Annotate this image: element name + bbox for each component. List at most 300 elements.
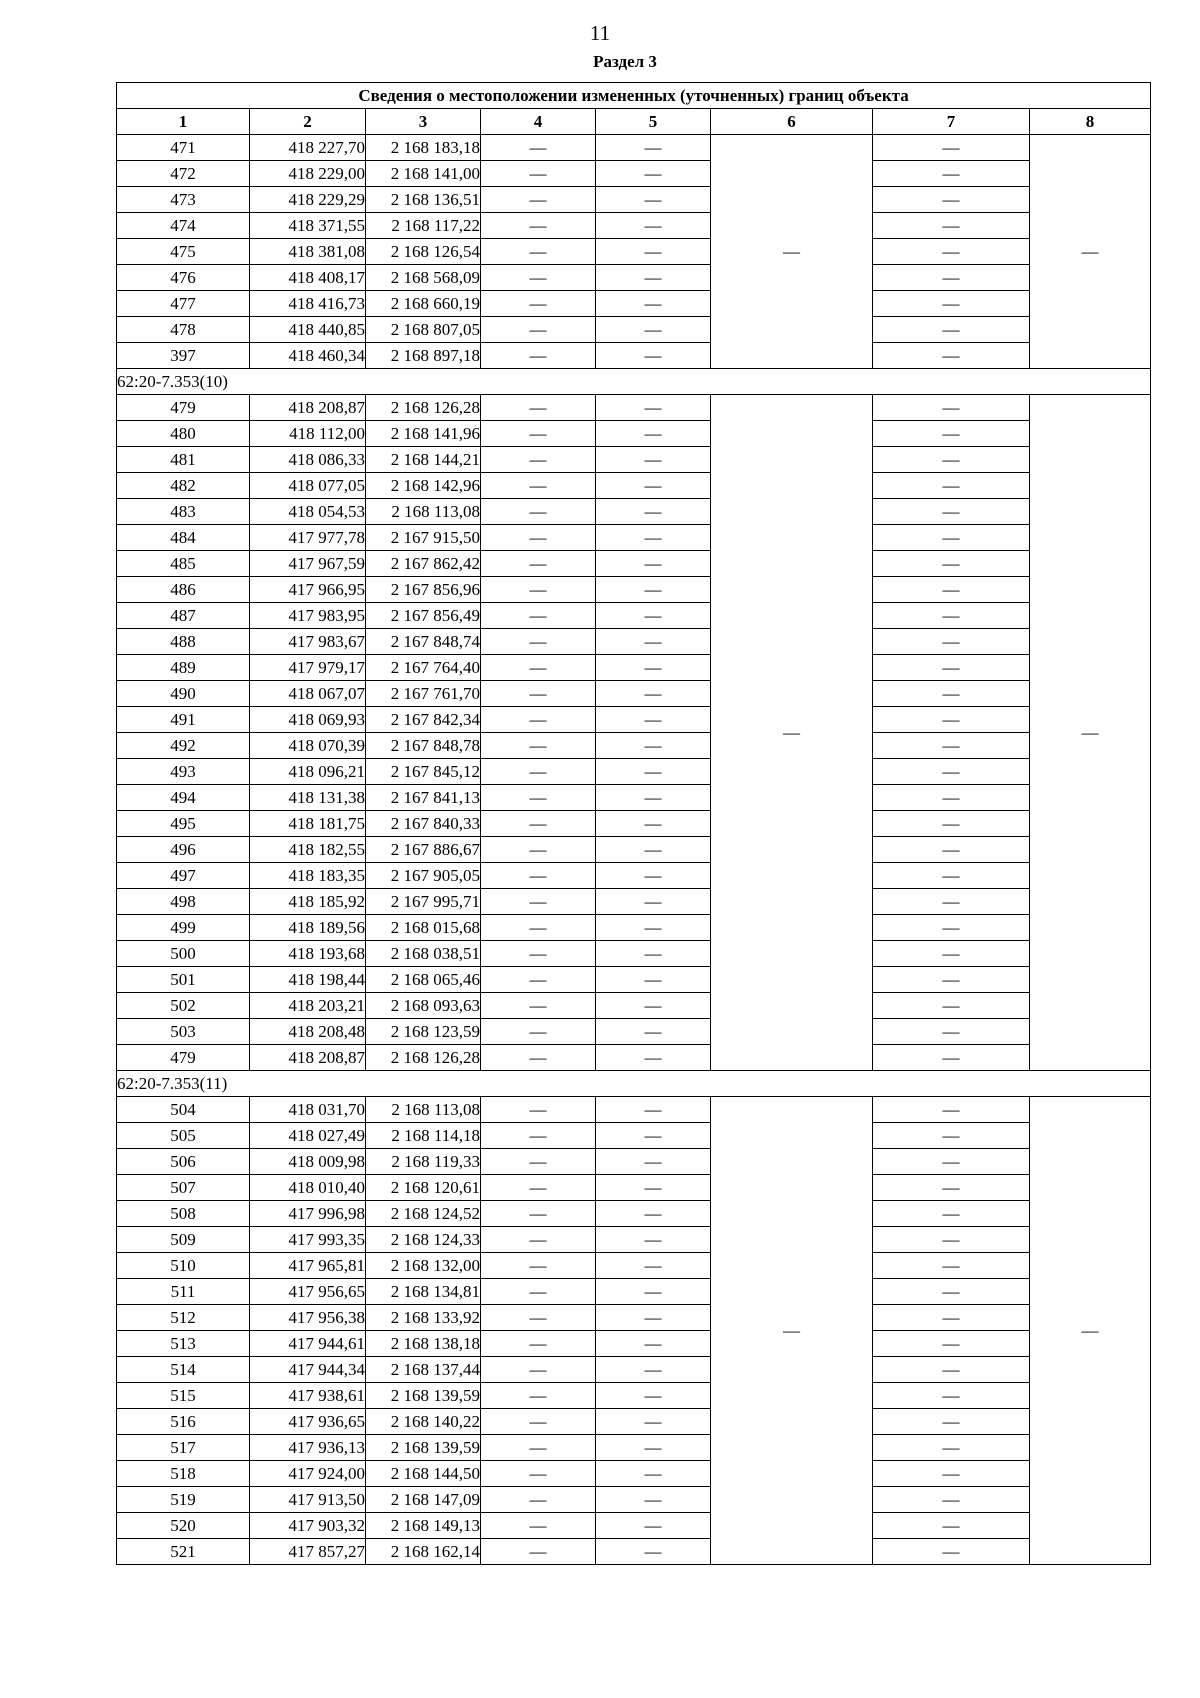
column-7-cell: — bbox=[873, 837, 1030, 863]
point-number-cell: 494 bbox=[117, 785, 250, 811]
column-4-cell: — bbox=[481, 967, 596, 993]
table-row bbox=[117, 343, 1151, 369]
column-4-cell: — bbox=[481, 1123, 596, 1149]
column-5-cell: — bbox=[596, 447, 711, 473]
column-7-cell: — bbox=[873, 1513, 1030, 1539]
point-number-cell: 505 bbox=[117, 1123, 250, 1149]
column-4-cell: — bbox=[481, 499, 596, 525]
column-6-merged-cell: — bbox=[711, 395, 873, 1071]
column-7-cell: — bbox=[873, 525, 1030, 551]
y-coordinate-cell: 2 168 147,09 bbox=[366, 1487, 481, 1513]
y-coordinate-cell: 2 168 144,50 bbox=[366, 1461, 481, 1487]
column-7-cell: — bbox=[873, 785, 1030, 811]
table-row bbox=[117, 759, 1151, 785]
column-4-cell: — bbox=[481, 1045, 596, 1071]
column-7-cell: — bbox=[873, 1097, 1030, 1123]
column-4-cell: — bbox=[481, 681, 596, 707]
x-coordinate-cell: 417 966,95 bbox=[250, 577, 366, 603]
x-coordinate-cell: 418 381,08 bbox=[250, 239, 366, 265]
column-7-cell: — bbox=[873, 759, 1030, 785]
column-header: 4 bbox=[481, 109, 596, 135]
column-7-cell: — bbox=[873, 317, 1030, 343]
column-7-cell: — bbox=[873, 551, 1030, 577]
y-coordinate-cell: 2 168 137,44 bbox=[366, 1357, 481, 1383]
section-title: Раздел 3 bbox=[593, 52, 657, 71]
column-7-cell: — bbox=[873, 1227, 1030, 1253]
point-number-cell: 485 bbox=[117, 551, 250, 577]
x-coordinate-cell: 418 416,73 bbox=[250, 291, 366, 317]
table-body bbox=[117, 135, 1151, 1565]
column-4-cell: — bbox=[481, 655, 596, 681]
point-number-cell: 502 bbox=[117, 993, 250, 1019]
point-number-cell: 514 bbox=[117, 1357, 250, 1383]
column-4-cell: — bbox=[481, 551, 596, 577]
table-row bbox=[117, 707, 1151, 733]
table-row bbox=[117, 1149, 1151, 1175]
y-coordinate-cell: 2 168 113,08 bbox=[366, 1097, 481, 1123]
column-7-cell: — bbox=[873, 343, 1030, 369]
column-5-cell: — bbox=[596, 707, 711, 733]
column-5-cell: — bbox=[596, 967, 711, 993]
point-number-cell: 489 bbox=[117, 655, 250, 681]
x-coordinate-cell: 418 182,55 bbox=[250, 837, 366, 863]
column-header: 2 bbox=[250, 109, 366, 135]
x-coordinate-cell: 417 956,38 bbox=[250, 1305, 366, 1331]
point-number-cell: 521 bbox=[117, 1539, 250, 1565]
point-number-cell: 491 bbox=[117, 707, 250, 733]
x-coordinate-cell: 418 229,29 bbox=[250, 187, 366, 213]
point-number-cell: 474 bbox=[117, 213, 250, 239]
column-5-cell: — bbox=[596, 1383, 711, 1409]
column-6-merged-cell: — bbox=[711, 135, 873, 369]
x-coordinate-cell: 418 096,21 bbox=[250, 759, 366, 785]
table-row bbox=[117, 785, 1151, 811]
table-row bbox=[117, 811, 1151, 837]
column-7-cell: — bbox=[873, 1253, 1030, 1279]
column-4-cell: — bbox=[481, 1279, 596, 1305]
column-4-cell: — bbox=[481, 629, 596, 655]
cadastral-group-label: 62:20-7.353(11) bbox=[117, 1071, 1151, 1097]
x-coordinate-cell: 417 924,00 bbox=[250, 1461, 366, 1487]
column-5-cell: — bbox=[596, 629, 711, 655]
column-5-cell: — bbox=[596, 1227, 711, 1253]
y-coordinate-cell: 2 168 139,59 bbox=[366, 1383, 481, 1409]
column-5-cell: — bbox=[596, 1305, 711, 1331]
column-5-cell: — bbox=[596, 187, 711, 213]
column-5-cell: — bbox=[596, 1357, 711, 1383]
column-5-cell: — bbox=[596, 1461, 711, 1487]
point-number-cell: 498 bbox=[117, 889, 250, 915]
point-number-cell: 515 bbox=[117, 1383, 250, 1409]
column-4-cell: — bbox=[481, 265, 596, 291]
x-coordinate-cell: 418 027,49 bbox=[250, 1123, 366, 1149]
y-coordinate-cell: 2 168 134,81 bbox=[366, 1279, 481, 1305]
x-coordinate-cell: 418 070,39 bbox=[250, 733, 366, 759]
column-4-cell: — bbox=[481, 1331, 596, 1357]
point-number-cell: 503 bbox=[117, 1019, 250, 1045]
table-row bbox=[117, 265, 1151, 291]
table-row bbox=[117, 681, 1151, 707]
table-row bbox=[117, 1487, 1151, 1513]
column-5-cell: — bbox=[596, 1539, 711, 1565]
column-7-cell: — bbox=[873, 1487, 1030, 1513]
column-5-cell: — bbox=[596, 291, 711, 317]
table-row bbox=[117, 993, 1151, 1019]
table-row bbox=[117, 291, 1151, 317]
x-coordinate-cell: 417 936,13 bbox=[250, 1435, 366, 1461]
y-coordinate-cell: 2 168 141,96 bbox=[366, 421, 481, 447]
column-5-cell: — bbox=[596, 577, 711, 603]
x-coordinate-cell: 418 183,35 bbox=[250, 863, 366, 889]
column-5-cell: — bbox=[596, 889, 711, 915]
x-coordinate-cell: 418 440,85 bbox=[250, 317, 366, 343]
column-4-cell: — bbox=[481, 733, 596, 759]
column-7-cell: — bbox=[873, 239, 1030, 265]
column-4-cell: — bbox=[481, 239, 596, 265]
x-coordinate-cell: 418 198,44 bbox=[250, 967, 366, 993]
column-5-cell: — bbox=[596, 473, 711, 499]
y-coordinate-cell: 2 168 126,28 bbox=[366, 395, 481, 421]
table-row bbox=[117, 915, 1151, 941]
column-5-cell: — bbox=[596, 551, 711, 577]
y-coordinate-cell: 2 168 038,51 bbox=[366, 941, 481, 967]
column-header-row bbox=[117, 109, 1151, 135]
column-5-cell: — bbox=[596, 239, 711, 265]
column-header: 7 bbox=[873, 109, 1030, 135]
column-4-cell: — bbox=[481, 785, 596, 811]
point-number-cell: 495 bbox=[117, 811, 250, 837]
x-coordinate-cell: 418 229,00 bbox=[250, 161, 366, 187]
column-7-cell: — bbox=[873, 1357, 1030, 1383]
column-7-cell: — bbox=[873, 993, 1030, 1019]
column-5-cell: — bbox=[596, 499, 711, 525]
column-5-cell: — bbox=[596, 655, 711, 681]
x-coordinate-cell: 418 067,07 bbox=[250, 681, 366, 707]
column-5-cell: — bbox=[596, 1123, 711, 1149]
point-number-cell: 479 bbox=[117, 1045, 250, 1071]
table-row bbox=[117, 161, 1151, 187]
x-coordinate-cell: 417 913,50 bbox=[250, 1487, 366, 1513]
x-coordinate-cell: 417 977,78 bbox=[250, 525, 366, 551]
x-coordinate-cell: 417 944,34 bbox=[250, 1357, 366, 1383]
y-coordinate-cell: 2 167 856,49 bbox=[366, 603, 481, 629]
column-8-merged-cell: — bbox=[1030, 1097, 1151, 1565]
table-row bbox=[117, 395, 1151, 421]
column-7-cell: — bbox=[873, 915, 1030, 941]
column-4-cell: — bbox=[481, 317, 596, 343]
cadastral-group-label: 62:20-7.353(10) bbox=[117, 369, 1151, 395]
x-coordinate-cell: 418 009,98 bbox=[250, 1149, 366, 1175]
column-5-cell: — bbox=[596, 1487, 711, 1513]
y-coordinate-cell: 2 168 126,28 bbox=[366, 1045, 481, 1071]
column-4-cell: — bbox=[481, 941, 596, 967]
column-7-cell: — bbox=[873, 1175, 1030, 1201]
column-5-cell: — bbox=[596, 395, 711, 421]
x-coordinate-cell: 418 031,70 bbox=[250, 1097, 366, 1123]
column-7-cell: — bbox=[873, 629, 1030, 655]
column-4-cell: — bbox=[481, 707, 596, 733]
table-row bbox=[117, 1357, 1151, 1383]
point-number-cell: 482 bbox=[117, 473, 250, 499]
table-row bbox=[117, 655, 1151, 681]
point-number-cell: 518 bbox=[117, 1461, 250, 1487]
x-coordinate-cell: 417 996,98 bbox=[250, 1201, 366, 1227]
point-number-cell: 509 bbox=[117, 1227, 250, 1253]
y-coordinate-cell: 2 168 568,09 bbox=[366, 265, 481, 291]
x-coordinate-cell: 418 208,87 bbox=[250, 1045, 366, 1071]
y-coordinate-cell: 2 168 126,54 bbox=[366, 239, 481, 265]
y-coordinate-cell: 2 168 162,14 bbox=[366, 1539, 481, 1565]
y-coordinate-cell: 2 167 841,13 bbox=[366, 785, 481, 811]
column-4-cell: — bbox=[481, 603, 596, 629]
column-4-cell: — bbox=[481, 1487, 596, 1513]
point-number-cell: 471 bbox=[117, 135, 250, 161]
column-4-cell: — bbox=[481, 863, 596, 889]
column-7-cell: — bbox=[873, 1045, 1030, 1071]
column-header: 8 bbox=[1030, 109, 1151, 135]
y-coordinate-cell: 2 168 140,22 bbox=[366, 1409, 481, 1435]
x-coordinate-cell: 418 086,33 bbox=[250, 447, 366, 473]
column-5-cell: — bbox=[596, 603, 711, 629]
y-coordinate-cell: 2 167 842,34 bbox=[366, 707, 481, 733]
y-coordinate-cell: 2 168 141,00 bbox=[366, 161, 481, 187]
column-5-cell: — bbox=[596, 1045, 711, 1071]
page-number: 11 bbox=[589, 21, 611, 45]
column-5-cell: — bbox=[596, 785, 711, 811]
point-number-cell: 520 bbox=[117, 1513, 250, 1539]
column-5-cell: — bbox=[596, 1175, 711, 1201]
column-7-cell: — bbox=[873, 603, 1030, 629]
column-7-cell: — bbox=[873, 1123, 1030, 1149]
point-number-cell: 512 bbox=[117, 1305, 250, 1331]
y-coordinate-cell: 2 167 995,71 bbox=[366, 889, 481, 915]
table-row bbox=[117, 1305, 1151, 1331]
column-header: 3 bbox=[366, 109, 481, 135]
point-number-cell: 511 bbox=[117, 1279, 250, 1305]
table-row bbox=[117, 1409, 1151, 1435]
point-number-cell: 517 bbox=[117, 1435, 250, 1461]
point-number-cell: 497 bbox=[117, 863, 250, 889]
column-4-cell: — bbox=[481, 889, 596, 915]
column-4-cell: — bbox=[481, 1175, 596, 1201]
column-7-cell: — bbox=[873, 1149, 1030, 1175]
column-5-cell: — bbox=[596, 837, 711, 863]
column-6-merged-cell: — bbox=[711, 1097, 873, 1565]
x-coordinate-cell: 418 408,17 bbox=[250, 265, 366, 291]
column-4-cell: — bbox=[481, 213, 596, 239]
table-row bbox=[117, 1201, 1151, 1227]
column-4-cell: — bbox=[481, 1305, 596, 1331]
point-number-cell: 499 bbox=[117, 915, 250, 941]
table-row bbox=[117, 447, 1151, 473]
x-coordinate-cell: 418 131,38 bbox=[250, 785, 366, 811]
column-5-cell: — bbox=[596, 1149, 711, 1175]
x-coordinate-cell: 417 944,61 bbox=[250, 1331, 366, 1357]
y-coordinate-cell: 2 168 132,00 bbox=[366, 1253, 481, 1279]
column-5-cell: — bbox=[596, 759, 711, 785]
column-5-cell: — bbox=[596, 1201, 711, 1227]
column-4-cell: — bbox=[481, 1435, 596, 1461]
column-7-cell: — bbox=[873, 1331, 1030, 1357]
y-coordinate-cell: 2 168 897,18 bbox=[366, 343, 481, 369]
column-8-merged-cell: — bbox=[1030, 135, 1151, 369]
x-coordinate-cell: 418 227,70 bbox=[250, 135, 366, 161]
point-number-cell: 477 bbox=[117, 291, 250, 317]
column-4-cell: — bbox=[481, 1539, 596, 1565]
column-4-cell: — bbox=[481, 291, 596, 317]
column-4-cell: — bbox=[481, 525, 596, 551]
point-number-cell: 510 bbox=[117, 1253, 250, 1279]
column-7-cell: — bbox=[873, 1539, 1030, 1565]
table-row bbox=[117, 1123, 1151, 1149]
column-7-cell: — bbox=[873, 473, 1030, 499]
x-coordinate-cell: 418 112,00 bbox=[250, 421, 366, 447]
column-4-cell: — bbox=[481, 837, 596, 863]
column-4-cell: — bbox=[481, 1097, 596, 1123]
column-5-cell: — bbox=[596, 811, 711, 837]
table-row bbox=[117, 1461, 1151, 1487]
column-7-cell: — bbox=[873, 577, 1030, 603]
group-row bbox=[117, 369, 1151, 395]
column-4-cell: — bbox=[481, 395, 596, 421]
column-7-cell: — bbox=[873, 1409, 1030, 1435]
table-row bbox=[117, 1435, 1151, 1461]
table-row bbox=[117, 967, 1151, 993]
point-number-cell: 500 bbox=[117, 941, 250, 967]
y-coordinate-cell: 2 167 862,42 bbox=[366, 551, 481, 577]
table-row bbox=[117, 525, 1151, 551]
y-coordinate-cell: 2 168 114,18 bbox=[366, 1123, 481, 1149]
point-number-cell: 504 bbox=[117, 1097, 250, 1123]
column-header: 1 bbox=[117, 109, 250, 135]
y-coordinate-cell: 2 168 120,61 bbox=[366, 1175, 481, 1201]
y-coordinate-cell: 2 168 113,08 bbox=[366, 499, 481, 525]
column-header: 6 bbox=[711, 109, 873, 135]
table-row bbox=[117, 421, 1151, 447]
column-4-cell: — bbox=[481, 187, 596, 213]
x-coordinate-cell: 418 203,21 bbox=[250, 993, 366, 1019]
point-number-cell: 506 bbox=[117, 1149, 250, 1175]
column-5-cell: — bbox=[596, 1435, 711, 1461]
y-coordinate-cell: 2 167 848,78 bbox=[366, 733, 481, 759]
y-coordinate-cell: 2 168 015,68 bbox=[366, 915, 481, 941]
table-row bbox=[117, 1019, 1151, 1045]
column-header: 5 bbox=[596, 109, 711, 135]
column-4-cell: — bbox=[481, 161, 596, 187]
column-7-cell: — bbox=[873, 1383, 1030, 1409]
column-4-cell: — bbox=[481, 577, 596, 603]
column-5-cell: — bbox=[596, 317, 711, 343]
point-number-cell: 481 bbox=[117, 447, 250, 473]
x-coordinate-cell: 417 936,65 bbox=[250, 1409, 366, 1435]
column-4-cell: — bbox=[481, 1513, 596, 1539]
point-number-cell: 480 bbox=[117, 421, 250, 447]
column-5-cell: — bbox=[596, 1019, 711, 1045]
column-5-cell: — bbox=[596, 213, 711, 239]
x-coordinate-cell: 418 077,05 bbox=[250, 473, 366, 499]
column-7-cell: — bbox=[873, 291, 1030, 317]
column-4-cell: — bbox=[481, 1253, 596, 1279]
column-7-cell: — bbox=[873, 213, 1030, 239]
x-coordinate-cell: 418 208,48 bbox=[250, 1019, 366, 1045]
table-row bbox=[117, 733, 1151, 759]
y-coordinate-cell: 2 168 117,22 bbox=[366, 213, 481, 239]
y-coordinate-cell: 2 167 848,74 bbox=[366, 629, 481, 655]
table-row bbox=[117, 1097, 1151, 1123]
table-row bbox=[117, 1253, 1151, 1279]
column-5-cell: — bbox=[596, 941, 711, 967]
column-7-cell: — bbox=[873, 863, 1030, 889]
table-row bbox=[117, 473, 1151, 499]
point-number-cell: 484 bbox=[117, 525, 250, 551]
table-row bbox=[117, 1383, 1151, 1409]
y-coordinate-cell: 2 168 123,59 bbox=[366, 1019, 481, 1045]
column-5-cell: — bbox=[596, 1513, 711, 1539]
column-7-cell: — bbox=[873, 395, 1030, 421]
y-coordinate-cell: 2 167 840,33 bbox=[366, 811, 481, 837]
y-coordinate-cell: 2 168 119,33 bbox=[366, 1149, 481, 1175]
x-coordinate-cell: 417 938,61 bbox=[250, 1383, 366, 1409]
column-5-cell: — bbox=[596, 681, 711, 707]
x-coordinate-cell: 417 956,65 bbox=[250, 1279, 366, 1305]
table-row bbox=[117, 1513, 1151, 1539]
column-5-cell: — bbox=[596, 135, 711, 161]
x-coordinate-cell: 418 069,93 bbox=[250, 707, 366, 733]
column-7-cell: — bbox=[873, 1435, 1030, 1461]
point-number-cell: 493 bbox=[117, 759, 250, 785]
table-row bbox=[117, 1045, 1151, 1071]
y-coordinate-cell: 2 168 133,92 bbox=[366, 1305, 481, 1331]
column-7-cell: — bbox=[873, 499, 1030, 525]
table-row bbox=[117, 317, 1151, 343]
y-coordinate-cell: 2 168 124,52 bbox=[366, 1201, 481, 1227]
column-4-cell: — bbox=[481, 343, 596, 369]
column-7-cell: — bbox=[873, 135, 1030, 161]
y-coordinate-cell: 2 167 905,05 bbox=[366, 863, 481, 889]
column-4-cell: — bbox=[481, 135, 596, 161]
y-coordinate-cell: 2 168 149,13 bbox=[366, 1513, 481, 1539]
column-7-cell: — bbox=[873, 941, 1030, 967]
table-row bbox=[117, 941, 1151, 967]
column-4-cell: — bbox=[481, 811, 596, 837]
x-coordinate-cell: 417 983,95 bbox=[250, 603, 366, 629]
y-coordinate-cell: 2 167 764,40 bbox=[366, 655, 481, 681]
column-5-cell: — bbox=[596, 1279, 711, 1305]
point-number-cell: 488 bbox=[117, 629, 250, 655]
x-coordinate-cell: 417 967,59 bbox=[250, 551, 366, 577]
column-4-cell: — bbox=[481, 1409, 596, 1435]
point-number-cell: 507 bbox=[117, 1175, 250, 1201]
x-coordinate-cell: 417 993,35 bbox=[250, 1227, 366, 1253]
column-7-cell: — bbox=[873, 1201, 1030, 1227]
y-coordinate-cell: 2 168 144,21 bbox=[366, 447, 481, 473]
point-number-cell: 513 bbox=[117, 1331, 250, 1357]
point-number-cell: 475 bbox=[117, 239, 250, 265]
x-coordinate-cell: 418 054,53 bbox=[250, 499, 366, 525]
point-number-cell: 516 bbox=[117, 1409, 250, 1435]
x-coordinate-cell: 418 371,55 bbox=[250, 213, 366, 239]
column-7-cell: — bbox=[873, 655, 1030, 681]
table-row bbox=[117, 239, 1151, 265]
column-5-cell: — bbox=[596, 1253, 711, 1279]
point-number-cell: 476 bbox=[117, 265, 250, 291]
point-number-cell: 519 bbox=[117, 1487, 250, 1513]
column-4-cell: — bbox=[481, 1019, 596, 1045]
column-7-cell: — bbox=[873, 681, 1030, 707]
column-4-cell: — bbox=[481, 1201, 596, 1227]
boundary-coordinates-table bbox=[116, 82, 1151, 1565]
column-4-cell: — bbox=[481, 1149, 596, 1175]
